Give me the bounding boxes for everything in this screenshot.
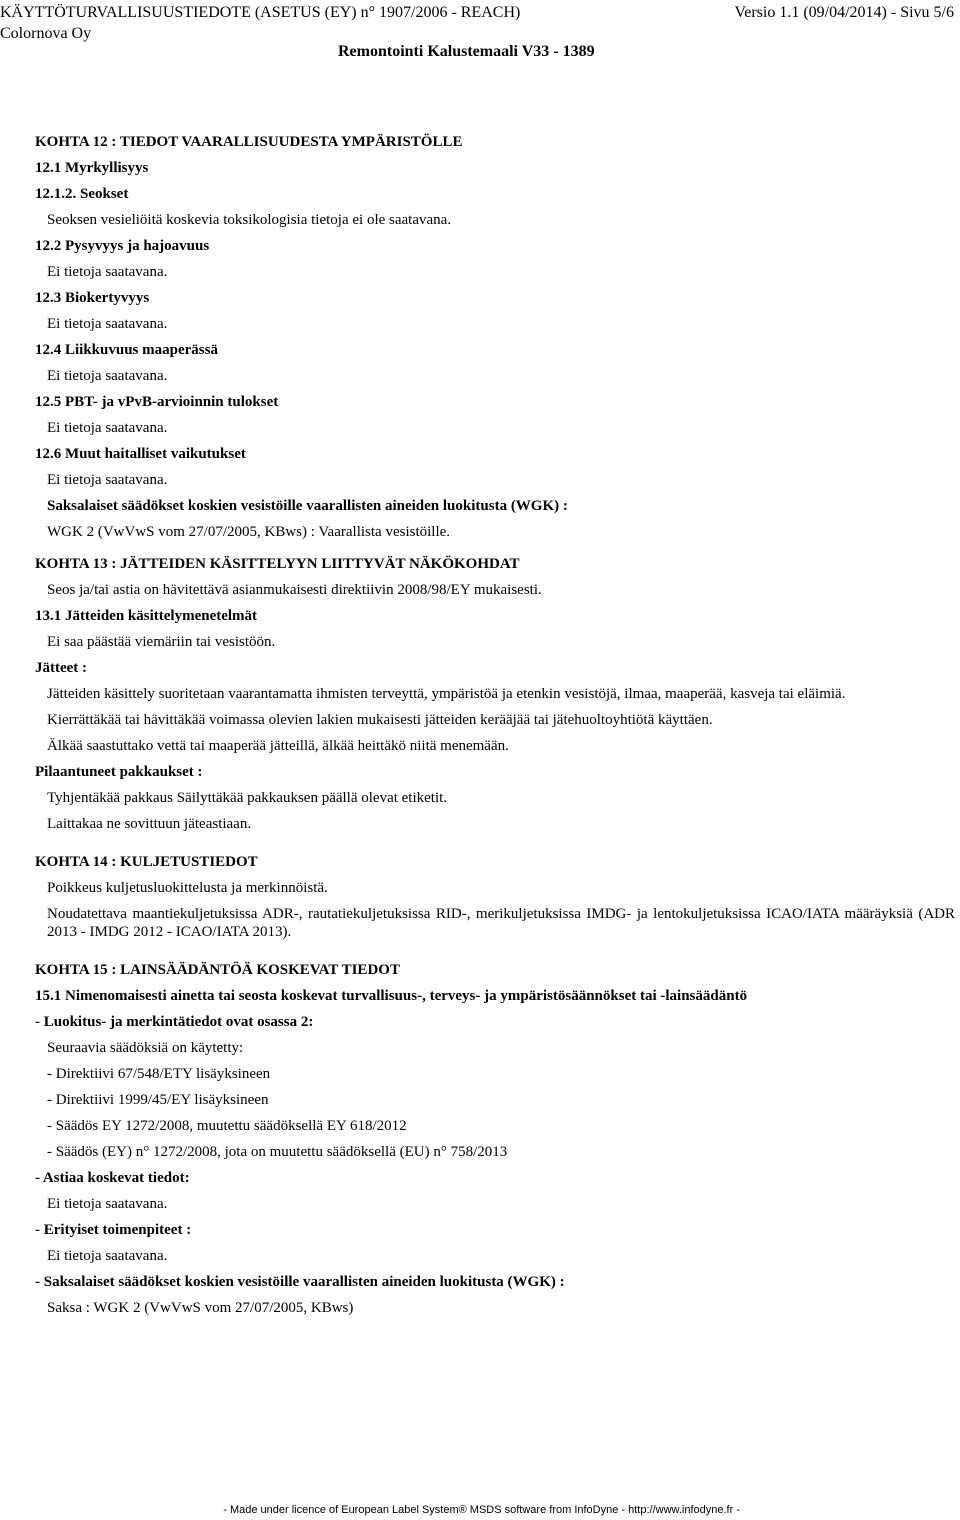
subsection-12-6-heading: 12.6 Muut haitalliset vaikutukset — [35, 446, 246, 462]
subsection-12-5-heading: 12.5 PBT- ja vPvB-arvioinnin tulokset — [35, 394, 279, 410]
waste-paragraph-3: Älkää saastuttako vettä tai maaperää jätteillä, älkää heittäkö niitä menemään. — [47, 738, 509, 754]
subsection-12-4-heading: 12.4 Liikkuvuus maaperässä — [35, 342, 218, 358]
subsection-12-1-2-text: Seoksen vesieliöitä koskevia toksikologisia tietoja ei ole saatavana. — [47, 212, 452, 228]
version-page-info: Versio 1.1 (09/04/2014) - Sivu 5/6 — [734, 4, 954, 21]
section-14-heading: KOHTA 14 : KULJETUSTIEDOT — [35, 854, 258, 870]
waste-paragraph-1: Jätteiden käsittely suoritetaan vaarantamatta ihmisten terveyttä, ympäristöä ja etenkin vesistöjä, ilmaa, maaperää, kasveja tai eläimiä. — [47, 686, 846, 702]
waste-label: Jätteet : — [35, 660, 88, 676]
subsection-12-6-text: Ei tietoja saatavana. — [47, 472, 168, 488]
document-body — [35, 129, 955, 1321]
classification-label: - Luokitus- ja merkintätiedot ovat osassa 2: — [35, 1014, 314, 1030]
section-15-heading: KOHTA 15 : LAINSÄÄDÄNTÖÄ KOSKEVAT TIEDOT — [35, 962, 400, 978]
special-measures-label: - Erityiset toimenpiteet : — [35, 1222, 192, 1238]
packaging-paragraph-1: Tyhjentäkää pakkaus Säilyttäkää pakkauksen päällä olevat etiketit. — [47, 790, 448, 806]
waste-paragraph-2: Kierrättäkää tai hävittäkää voimassa olevien lakien mukaisesti jätteiden kerääjää tai jätehuoltoyhtiötä käyttäen. — [47, 712, 713, 728]
company-name: Colornova Oy — [0, 25, 92, 42]
subsection-12-1-2-heading: 12.1.2. Seokset — [35, 186, 129, 202]
wgk-heading: Saksalaiset säädökset koskien vesistöille vaarallisten aineiden luokitusta (WGK) : — [47, 498, 568, 514]
packaging-paragraph-2: Laittakaa ne sovittuun jäteastiaan. — [47, 816, 252, 832]
subsection-12-3-text: Ei tietoja saatavana. — [47, 316, 168, 332]
wgk-text: WGK 2 (VwVwS vom 27/07/2005, KBws) : Vaarallista vesistöille. — [47, 524, 451, 540]
list-item: - Direktiivi 1999/45/EY lisäyksineen — [47, 1092, 269, 1108]
subsection-12-1-heading: 12.1 Myrkyllisyys — [35, 160, 149, 176]
section-14-paragraph-1: Poikkeus kuljetusluokittelusta ja merkinnöistä. — [47, 880, 328, 896]
subsection-13-1-heading: 13.1 Jätteiden käsittelymenetelmät — [35, 608, 258, 624]
subsection-12-4-text: Ei tietoja saatavana. — [47, 368, 168, 384]
subsection-12-5-text: Ei tietoja saatavana. — [47, 420, 168, 436]
document-title: KÄYTTÖTURVALLISUUSTIEDOTE (ASETUS (EY) n° 1907/2006 - REACH) — [0, 4, 521, 21]
special-measures-text: Ei tietoja saatavana. — [47, 1248, 168, 1264]
classification-intro: Seuraavia säädöksiä on käytetty: — [47, 1040, 244, 1056]
list-item: - Direktiivi 67/548/ETY lisäyksineen — [47, 1066, 271, 1082]
list-item: - Säädös (EY) n° 1272/2008, jota on muutettu säädöksellä (EU) n° 758/2013 — [47, 1144, 508, 1160]
list-item: - Säädös EY 1272/2008, muutettu säädöksellä EY 618/2012 — [47, 1118, 407, 1134]
subsection-15-1-heading: 15.1 Nimenomaisesti ainetta tai seosta koskevat turvallisuus-, terveys- ja ympäristösäännökset tai -lainsäädäntö — [35, 988, 748, 1004]
container-label: - Astiaa koskevat tiedot: — [35, 1170, 190, 1186]
packaging-label: Pilaantuneet pakkaukset : — [35, 764, 203, 780]
wgk-15-label: - Saksalaiset säädökset koskien vesistöille vaarallisten aineiden luokitusta (WGK) : — [35, 1274, 565, 1290]
subsection-12-3-heading: 12.3 Biokertyvyys — [35, 290, 150, 306]
container-text: Ei tietoja saatavana. — [47, 1196, 168, 1212]
product-name: Remontointi Kalustemaali V33 - 1389 — [338, 43, 595, 60]
wgk-15-text: Saksa : WGK 2 (VwVwS vom 27/07/2005, KBws) — [47, 1300, 354, 1316]
subsection-12-2-heading: 12.2 Pysyvyys ja hajoavuus — [35, 238, 210, 254]
section-12-heading: KOHTA 12 : TIEDOT VAARALLISUUDESTA YMPÄRISTÖLLE — [35, 134, 463, 150]
section-14-paragraph-2: Noudatettava maantiekuljetuksissa ADR-, rautatiekuljetuksissa RID-, merikuljetuksissa IMDG- ja lentokuljetuksissa ICAO/IATA määräyksiä (ADR 2013 - IMDG 2012 - ICAO/IATA 2013). — [47, 906, 955, 940]
subsection-12-2-text: Ei tietoja saatavana. — [47, 264, 168, 280]
footer-licence: - Made under licence of European Label System® MSDS software from InfoDyne - http://www.infodyne.fr - — [223, 1504, 740, 1516]
section-13-intro: Seos ja/tai astia on hävitettävä asianmukaisesti direktiivin 2008/98/EY mukaisesti. — [47, 582, 542, 598]
subsection-13-1-text: Ei saa päästää viemäriin tai vesistöön. — [47, 634, 276, 650]
section-13-heading: KOHTA 13 : JÄTTEIDEN KÄSITTELYYN LIITTYVÄT NÄKÖKOHDAT — [35, 556, 520, 572]
